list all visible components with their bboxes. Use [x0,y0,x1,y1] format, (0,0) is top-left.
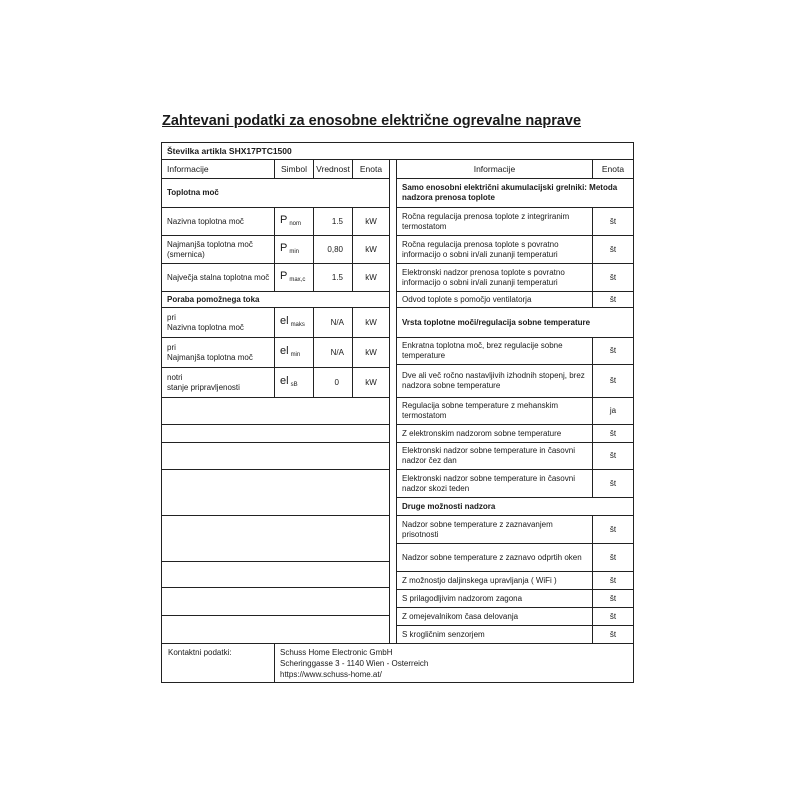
heat-row-unit: kW [352,264,389,292]
aux-row-label-line2: Nazivna toplotna moč [167,323,244,332]
contact-block [162,643,633,683]
right-row-label: Dve ali več ročno nastavljivih izhodnih stopenj, brez nadzora sobne temperature [397,365,592,398]
right-section-header: Druge možnosti nadzora [397,498,633,516]
right-row-unit: št [592,338,633,365]
heat-row-value: 1.5 [313,264,352,292]
aux-row-value: N/A [313,338,352,368]
right-section-header: Vrsta toplotne moči/regulacija sobne temperature [397,308,633,338]
aux-row-label [162,308,274,338]
symbol-subscript: max,c [289,276,306,283]
right-row-label: Ročna regulacija prenosa toplote z integriranim termostatom [397,208,592,236]
aux-row-label [162,338,274,368]
right-row-unit: št [592,208,633,236]
symbol-letter: P [280,241,288,254]
empty-row [162,398,389,425]
symbol-letter: el [280,344,289,357]
right-row-label: Z elektronskim nadzorom sobne temperature [397,425,592,443]
heat-row-unit: kW [352,208,389,236]
right-row-label: S krogličnim senzorjem [402,629,485,639]
symbol-letter: el [280,314,289,327]
empty-row [162,588,389,616]
right-row-unit: št [592,608,633,626]
symbol-letter: el [280,374,289,387]
right-row-unit: št [592,470,633,498]
right-row-label: Z omejevalnikom časa delovanja [397,608,592,626]
heat-row-label: Najmanjša toplotna moč (smernica) [162,236,274,264]
aux-row-label-line2: Najmanjša toplotna moč [167,353,253,362]
header-informacije: Informacije [162,160,274,179]
contact-company: Schuss Home Electronic GmbH [280,648,393,657]
header-enota: Enota [352,160,389,179]
aux-row-symbol [274,308,313,338]
heat-row-unit: kW [352,236,389,264]
aux-row-label [162,368,274,398]
header-enota-right: Enota [592,160,633,179]
right-row-unit: št [592,443,633,470]
right-row-unit: št [592,425,633,443]
contact-website: https://www.schuss-home.at/ [280,670,382,679]
heat-row-symbol [274,264,313,292]
symbol-letter: P [280,213,288,226]
right-row-label: Nadzor sobne temperature z zaznavanjem prisotnosti [397,516,592,544]
empty-row [162,443,389,470]
right-row-label: Elektronski nadzor sobne temperature in časovni nadzor čez dan [397,443,592,470]
right-row-unit: št [592,590,633,608]
contact-address: Scheringgasse 3 - 1140 Wien - Osterreich [280,659,429,668]
aux-row-unit: kW [352,338,389,368]
right-row-label: S prilagodljivim nadzorom zagona [397,590,592,608]
aux-row-symbol [274,368,313,398]
contact-label: Kontaktni podatki: [168,648,232,657]
right-row-unit: št [592,264,633,292]
right-row-label: Regulacija sobne temperature z mehanskim termostatom [397,398,592,425]
aux-row-label-line1: pri [167,313,176,322]
right-section-header: Samo enosobni električni akumulacijski grelniki: Metoda nadzora prenosa toplote [397,179,633,208]
right-row-label: Odvod toplote s pomočjo ventilatorja [397,292,592,308]
right-row-label: Z možnostjo daljinskega upravljanja ( WiFi ) [397,572,592,590]
article-number: Številka artikla SHX17PTC1500 [162,143,633,160]
header-informacije-right: Informacije [397,160,592,179]
heat-row-value: 0,80 [313,236,352,264]
heat-row-label: Največja stalna toplotna moč [162,264,274,292]
section-poraba-pomoznega-toka: Poraba pomožnega toka [162,292,389,308]
contact-divider [274,644,275,683]
right-row-unit: št [592,516,633,544]
document-title: Zahtevani podatki za enosobne električne ogrevalne naprave [162,113,582,129]
right-row-unit: št [592,626,633,643]
right-row-unit: št [592,544,633,572]
empty-row [162,616,389,643]
symbol-subscript: nom [289,220,302,227]
symbol-subscript: maks [290,321,305,328]
right-row-unit: št [592,365,633,398]
aux-row-label-line1: pri [167,343,176,352]
heat-row-value: 1.5 [313,208,352,236]
right-row-unit: ja [592,398,633,425]
section-toplotna-moc: Toplotna moč [162,179,389,208]
right-row-label: Ročna regulacija prenosa toplote s povratno informacijo o sobni in/ali zunanji temperaturi [397,236,592,264]
data-sheet-table [161,142,634,683]
right-row-unit: št [592,292,633,308]
heat-row-label: Nazivna toplotna moč [162,208,274,236]
symbol-subscript: min [289,248,300,255]
empty-row [162,516,389,562]
header-vrednost: Vrednost [313,160,352,179]
symbol-letter: P [280,269,288,282]
right-row-unit: št [592,572,633,590]
right-row-label: Elektronski nadzor prenosa toplote s povratno informacijo o sobni in/ali zunanji temperaturi [397,264,592,292]
empty-row [162,562,389,588]
right-row-label: Elektronski nadzor sobne temperature in časovni nadzor skozi teden [397,470,592,498]
symbol-subscript: min [290,351,301,358]
empty-row [162,470,389,516]
header-simbol: Simbol [274,160,313,179]
aux-row-unit: kW [352,308,389,338]
aux-row-label-line2: stanje pripravljenosti [167,383,240,392]
heat-row-symbol [274,208,313,236]
aux-row-value: N/A [313,308,352,338]
aux-row-value: 0 [313,368,352,398]
table-divider [389,160,390,643]
right-row-unit: št [592,236,633,264]
aux-row-symbol [274,338,313,368]
right-row-label: Enkratna toplotna moč, brez regulacije sobne temperature [397,338,592,365]
symbol-subscript: sB [290,381,298,388]
right-row-label: Nadzor sobne temperature z zaznavo odprtih oken [397,544,592,572]
aux-row-unit: kW [352,368,389,398]
empty-row [162,425,389,443]
aux-row-label-line1: notri [167,373,183,382]
heat-row-symbol [274,236,313,264]
